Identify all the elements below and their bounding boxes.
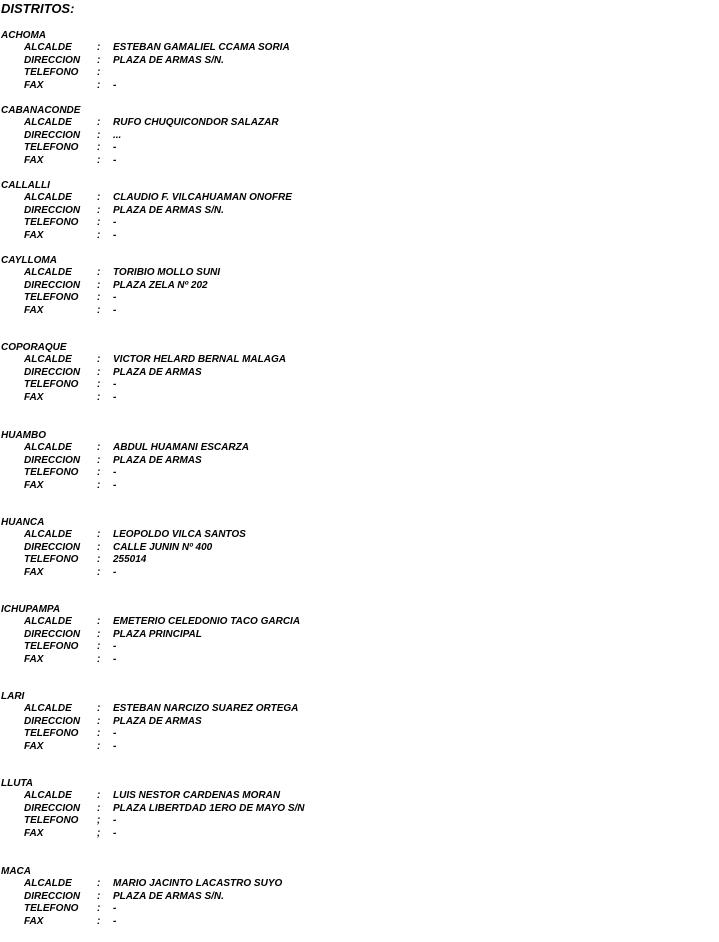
field-value: PLAZA PRINCIPAL bbox=[113, 628, 202, 640]
field-value: PLAZA DE ARMAS S/N. bbox=[113, 890, 224, 902]
field-value: - bbox=[113, 903, 117, 914]
field-value: - bbox=[113, 566, 117, 578]
field-value: PLAZA DE ARMAS S/N. bbox=[113, 204, 224, 216]
field-label: TELEFONO bbox=[24, 217, 79, 228]
field-value: - bbox=[113, 379, 117, 390]
field-value: PLAZA DE ARMAS S/N. bbox=[113, 54, 224, 66]
field-separator: : bbox=[97, 740, 101, 752]
field-separator: : bbox=[97, 802, 101, 814]
field-separator: : bbox=[97, 129, 101, 141]
field-separator: : bbox=[97, 267, 101, 278]
field-label: TELEFONO bbox=[24, 728, 79, 739]
field-value: PLAZA DE ARMAS bbox=[113, 366, 202, 378]
field-separator: : bbox=[97, 467, 101, 478]
field-label: DIRECCION bbox=[24, 279, 81, 291]
field-label: FAX bbox=[24, 653, 44, 665]
field-label: FAX bbox=[24, 229, 44, 241]
field-value: PLAZA DE ARMAS bbox=[113, 715, 202, 727]
field-label: TELEFONO bbox=[24, 554, 79, 565]
district-name: LARI bbox=[1, 691, 25, 702]
field-label: FAX bbox=[24, 915, 44, 927]
field-value: - bbox=[113, 154, 117, 166]
field-separator: : bbox=[97, 616, 101, 627]
field-separator: : bbox=[97, 192, 101, 203]
field-label: ALCALDE bbox=[24, 192, 72, 203]
field-separator: : bbox=[97, 217, 101, 228]
field-value: - bbox=[113, 467, 117, 478]
field-label: FAX bbox=[24, 740, 44, 752]
field-value: PLAZA DE ARMAS bbox=[113, 454, 202, 466]
field-label: FAX bbox=[24, 391, 44, 403]
field-separator: : bbox=[97, 379, 101, 390]
field-label: DIRECCION bbox=[24, 54, 81, 66]
field-separator: : bbox=[97, 703, 101, 714]
field-label: ALCALDE bbox=[24, 790, 72, 801]
field-separator: : bbox=[97, 142, 101, 153]
field-separator: : bbox=[97, 442, 101, 453]
field-label: ALCALDE bbox=[24, 442, 72, 453]
field-label: FAX bbox=[24, 154, 44, 166]
field-label: FAX bbox=[24, 566, 44, 578]
field-separator: : bbox=[97, 366, 101, 378]
field-label: ALCALDE bbox=[24, 529, 72, 540]
field-value: - bbox=[113, 653, 117, 665]
field-value: - bbox=[113, 827, 117, 839]
field-value: - bbox=[113, 292, 117, 303]
field-value: VICTOR HELARD BERNAL MALAGA bbox=[113, 354, 286, 365]
field-separator: : bbox=[97, 54, 101, 66]
field-value: CLAUDIO F. VILCAHUAMAN ONOFRE bbox=[113, 192, 292, 203]
field-label: TELEFONO bbox=[24, 67, 79, 78]
field-label: TELEFONO bbox=[24, 903, 79, 914]
field-value: PLAZA ZELA Nº 202 bbox=[113, 279, 208, 291]
field-value: CALLE JUNIN Nº 400 bbox=[113, 541, 213, 553]
field-value: - bbox=[113, 304, 117, 316]
field-label: ALCALDE bbox=[24, 117, 72, 128]
field-separator: : bbox=[97, 878, 101, 889]
field-separator: : bbox=[97, 292, 101, 303]
field-separator: : bbox=[97, 117, 101, 128]
page-title: DISTRITOS: bbox=[1, 1, 75, 16]
field-label: DIRECCION bbox=[24, 628, 81, 640]
field-separator: : bbox=[97, 154, 101, 166]
field-label: TELEFONO bbox=[24, 379, 79, 390]
field-value: - bbox=[113, 915, 117, 927]
field-separator: ; bbox=[97, 827, 101, 839]
field-separator: : bbox=[97, 354, 101, 365]
district-name: CALLALLI bbox=[1, 180, 50, 191]
field-separator: : bbox=[97, 79, 101, 91]
field-label: ALCALDE bbox=[24, 616, 72, 627]
field-value: - bbox=[113, 740, 117, 752]
field-separator: : bbox=[97, 229, 101, 241]
field-separator: : bbox=[97, 42, 101, 53]
field-value: ESTEBAN NARCIZO SUAREZ ORTEGA bbox=[113, 703, 299, 714]
field-value: TORIBIO MOLLO SUNI bbox=[113, 267, 221, 278]
field-separator: : bbox=[97, 728, 101, 739]
field-value: - bbox=[113, 479, 117, 491]
field-label: ALCALDE bbox=[24, 267, 72, 278]
field-label: TELEFONO bbox=[24, 142, 79, 153]
field-value: PLAZA LIBERTDAD 1ERO DE MAYO S/N bbox=[113, 802, 305, 814]
field-label: TELEFONO bbox=[24, 815, 79, 826]
field-separator: : bbox=[97, 204, 101, 216]
field-value: MARIO JACINTO LACASTRO SUYO bbox=[113, 878, 283, 889]
field-label: TELEFONO bbox=[24, 641, 79, 652]
field-label: ALCALDE bbox=[24, 703, 72, 714]
field-separator: : bbox=[97, 541, 101, 553]
field-label: TELEFONO bbox=[24, 292, 79, 303]
field-label: FAX bbox=[24, 79, 44, 91]
field-value: - bbox=[113, 79, 117, 91]
field-separator: : bbox=[97, 566, 101, 578]
field-label: FAX bbox=[24, 479, 44, 491]
field-separator: : bbox=[97, 915, 101, 927]
field-label: FAX bbox=[24, 827, 44, 839]
field-separator: : bbox=[97, 67, 101, 78]
district-name: MACA bbox=[1, 866, 31, 877]
field-value: EMETERIO CELEDONIO TACO GARCIA bbox=[113, 616, 301, 627]
field-separator: : bbox=[97, 479, 101, 491]
district-name: LLUTA bbox=[1, 778, 34, 789]
field-value: - bbox=[113, 815, 117, 826]
field-separator: : bbox=[97, 715, 101, 727]
field-value: - bbox=[113, 217, 117, 228]
district-name: COPORAQUE bbox=[1, 342, 67, 353]
field-label: DIRECCION bbox=[24, 802, 81, 814]
field-label: DIRECCION bbox=[24, 129, 81, 141]
field-label: DIRECCION bbox=[24, 204, 81, 216]
field-label: DIRECCION bbox=[24, 541, 81, 553]
field-value: ... bbox=[113, 129, 122, 141]
field-separator: : bbox=[97, 653, 101, 665]
district-name: ACHOMA bbox=[1, 30, 46, 41]
district-name: CABANACONDE bbox=[1, 105, 81, 116]
field-label: ALCALDE bbox=[24, 42, 72, 53]
field-separator: : bbox=[97, 628, 101, 640]
field-value: - bbox=[113, 641, 117, 652]
district-name: HUAMBO bbox=[1, 430, 46, 441]
field-label: FAX bbox=[24, 304, 44, 316]
field-label: ALCALDE bbox=[24, 354, 72, 365]
field-separator: : bbox=[97, 554, 101, 565]
district-name: CAYLLOMA bbox=[1, 255, 57, 266]
field-value: ABDUL HUAMANI ESCARZA bbox=[113, 442, 249, 453]
field-separator: : bbox=[97, 529, 101, 540]
field-value: - bbox=[113, 391, 117, 403]
field-separator: : bbox=[97, 304, 101, 316]
field-separator: : bbox=[97, 790, 101, 801]
field-separator: : bbox=[97, 890, 101, 902]
field-value: RUFO CHUQUICONDOR SALAZAR bbox=[113, 117, 279, 128]
field-label: DIRECCION bbox=[24, 715, 81, 727]
field-value: - bbox=[113, 229, 117, 241]
field-value: ESTEBAN GAMALIEL CCAMA SORIA bbox=[113, 42, 290, 53]
field-separator: : bbox=[97, 391, 101, 403]
field-separator: : bbox=[97, 641, 101, 652]
field-separator: : bbox=[97, 903, 101, 914]
district-name: HUANCA bbox=[1, 517, 45, 528]
field-separator: : bbox=[97, 279, 101, 291]
field-value: LUIS NESTOR CARDENAS MORAN bbox=[113, 790, 281, 801]
field-separator: : bbox=[97, 454, 101, 466]
field-separator: ; bbox=[97, 815, 101, 826]
field-value: - bbox=[113, 142, 117, 153]
field-value: - bbox=[113, 728, 117, 739]
field-label: DIRECCION bbox=[24, 454, 81, 466]
field-label: TELEFONO bbox=[24, 467, 79, 478]
field-value: LEOPOLDO VILCA SANTOS bbox=[113, 529, 246, 540]
field-value: 255014 bbox=[113, 554, 147, 565]
field-label: DIRECCION bbox=[24, 366, 81, 378]
district-name: ICHUPAMPA bbox=[1, 604, 61, 615]
field-label: ALCALDE bbox=[24, 878, 72, 889]
field-label: DIRECCION bbox=[24, 890, 81, 902]
